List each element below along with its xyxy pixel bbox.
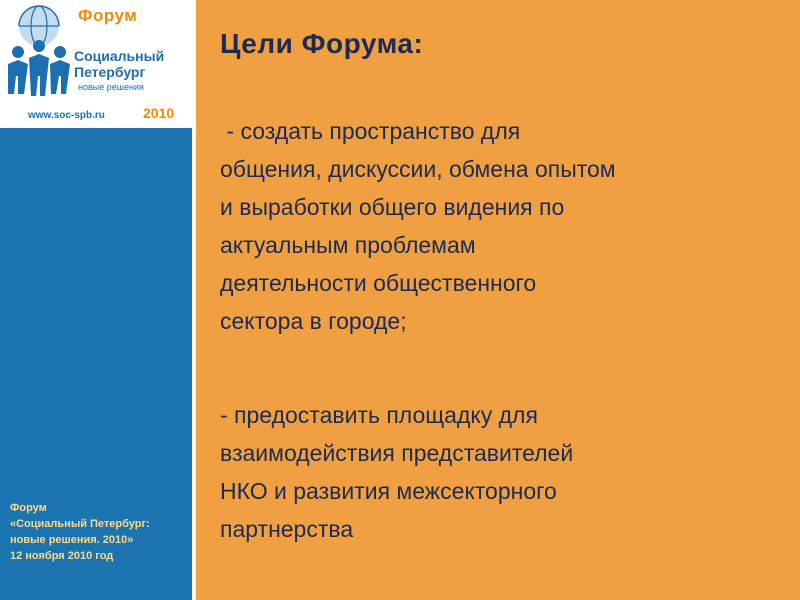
sidebar <box>0 0 192 600</box>
forum-logo <box>0 0 192 128</box>
slide-title: Цели Форума: <box>220 28 424 59</box>
paragraph-line: взаимодействия представителей <box>220 440 574 466</box>
sidebar-info-line: новые решения. 2010» <box>10 534 134 546</box>
logo-forum-text: Форум <box>78 6 138 25</box>
logo-year-text: 2010 <box>143 105 175 121</box>
goal-paragraph-2 <box>220 396 790 548</box>
paragraph-line: - предоставить площадку для <box>220 402 538 428</box>
sidebar-info-line: «Социальный Петербург: <box>10 518 150 530</box>
logo-petersburg-text: Петербург <box>74 64 146 80</box>
people-globe-logo-icon <box>4 4 74 99</box>
paragraph-line: партнерства <box>220 516 354 542</box>
paragraph-line: актуальным проблемам <box>220 232 476 258</box>
sidebar-info-line: Форум <box>10 502 47 514</box>
sidebar-event-info <box>10 500 188 564</box>
logo-url-link[interactable]: www.soc-spb.ru <box>28 110 105 121</box>
sidebar-info-line: 12 ноября 2010 год <box>10 550 114 562</box>
paragraph-line: - создать пространство для <box>220 118 521 144</box>
paragraph-line: НКО и развития межсекторного <box>220 478 557 504</box>
logo-social-text: Социальный <box>74 48 165 64</box>
goal-paragraph-1 <box>220 112 790 340</box>
paragraph-line: и выработки общего видения по <box>220 194 565 220</box>
paragraph-line: общения, дискуссии, обмена опытом <box>220 156 616 182</box>
paragraph-line: деятельности общественного <box>220 270 537 296</box>
logo-tagline-text: новые решения <box>78 82 144 92</box>
paragraph-line: сектора в городе; <box>220 308 407 334</box>
